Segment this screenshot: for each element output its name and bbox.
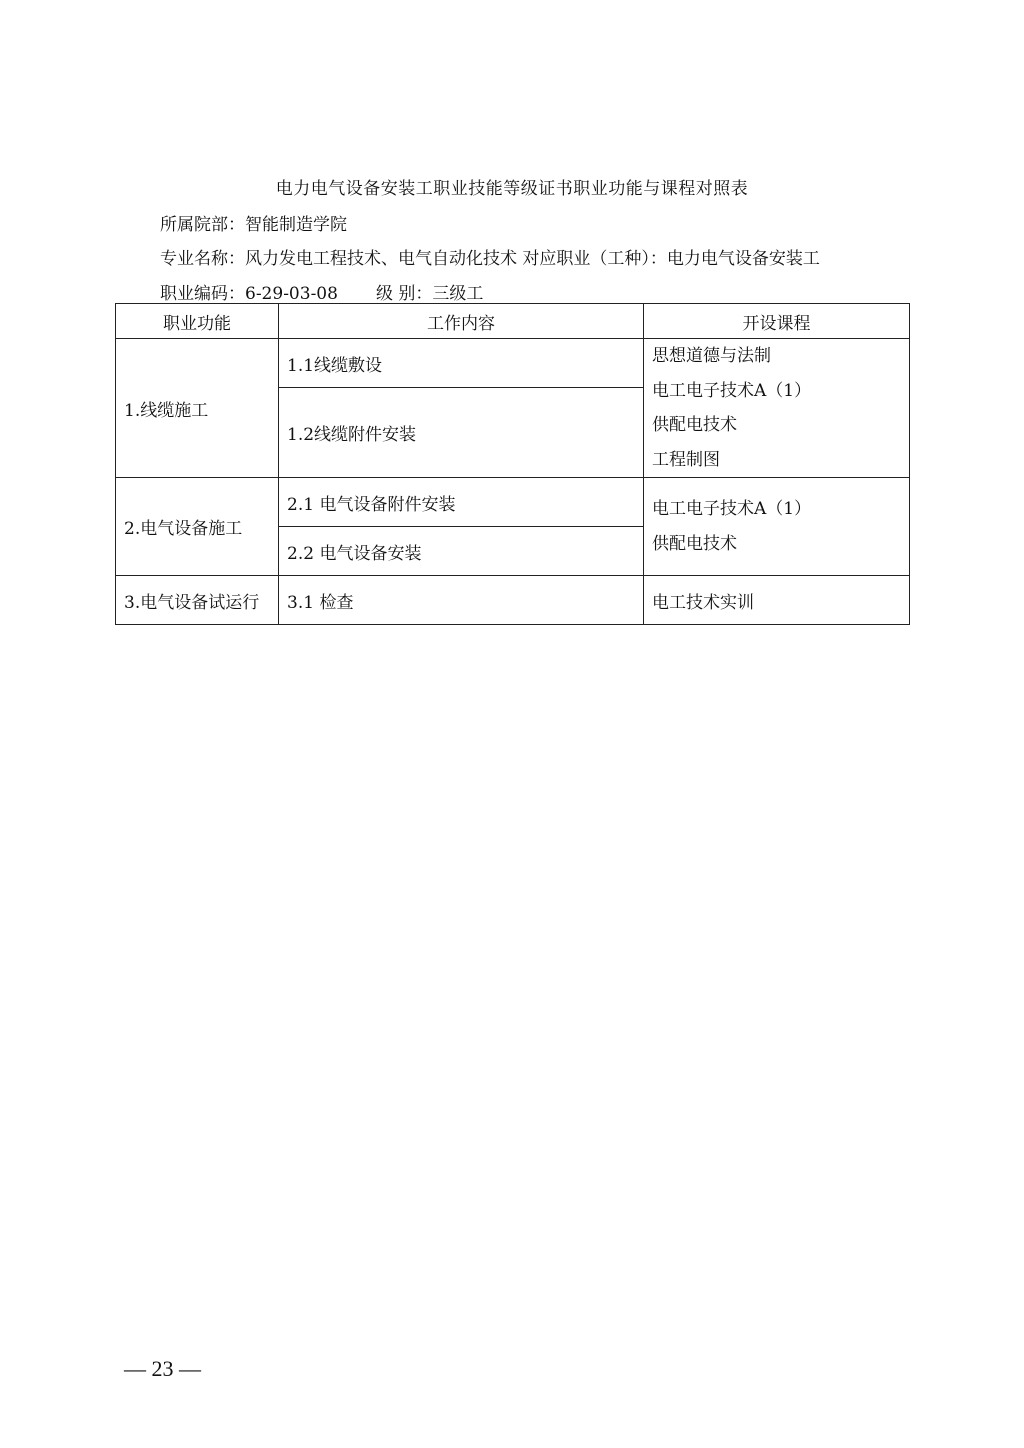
page-number: — 23 —: [124, 1356, 201, 1381]
occupation-code: 职业编码：6-29-03-08: [160, 284, 338, 304]
courses-cell: 电工技术实训: [644, 576, 910, 625]
task-cell: 1.1线缆敷设: [279, 339, 644, 388]
task-cell: 1.2线缆附件安装: [279, 388, 644, 478]
course-item: 思想道德与法制: [652, 346, 771, 366]
major-line: 专业名称：风力发电工程技术、电气自动化技术 对应职业（工种）：电力电气设备安装工: [160, 249, 820, 269]
table-row: [116, 478, 910, 527]
course-item: 电工电子技术A（1）: [652, 499, 812, 519]
function-course-table: [115, 303, 910, 625]
function-cell: 3.电气设备试运行: [116, 576, 279, 625]
course-item: 供配电技术: [652, 415, 737, 435]
code-level-line: [160, 279, 483, 304]
task-cell: 2.2 电气设备安装: [279, 527, 644, 576]
task-cell: 3.1 检查: [279, 576, 644, 625]
table-row: [116, 339, 910, 388]
department-line: 所属院部：智能制造学院: [160, 215, 347, 235]
table-row: [116, 576, 910, 625]
header-function: 职业功能: [116, 304, 279, 339]
header-work-content: 工作内容: [279, 304, 644, 339]
task-cell: 2.1 电气设备附件安装: [279, 478, 644, 527]
header-courses: 开设课程: [644, 304, 910, 339]
course-item: 电工电子技术A（1）: [652, 380, 812, 401]
courses-cell: [644, 339, 910, 478]
course-item: 工程制图: [652, 449, 720, 470]
document-title: 电力电气设备安装工职业技能等级证书职业功能与课程对照表: [275, 179, 749, 199]
table-header-row: [116, 304, 910, 339]
occupation-level: 级 别：三级工: [375, 284, 484, 304]
function-cell: 2.电气设备施工: [116, 478, 279, 576]
course-item: 供配电技术: [652, 533, 737, 554]
function-cell: 1.线缆施工: [116, 339, 279, 478]
courses-cell: [644, 478, 910, 576]
